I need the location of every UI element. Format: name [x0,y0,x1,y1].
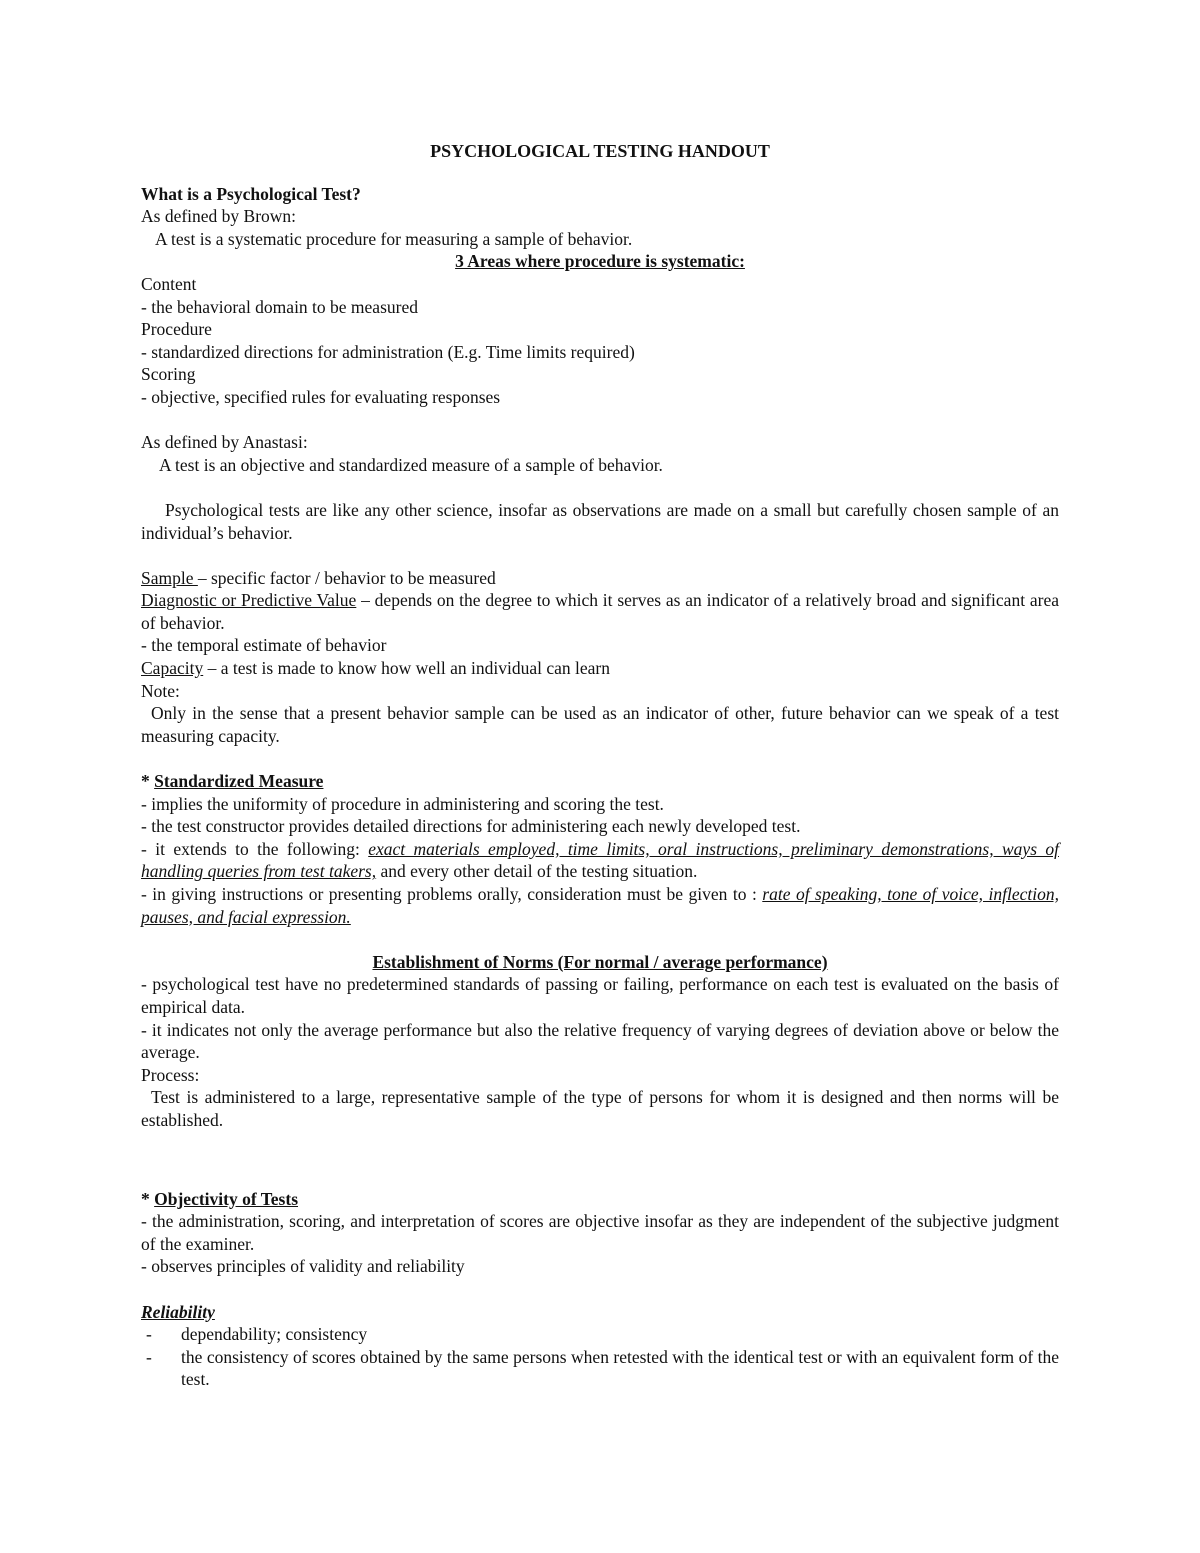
area-name: Content [141,273,197,294]
bullet-star: * [141,1188,155,1209]
reliability-heading: Reliability [141,1301,215,1322]
capacity-definition [141,657,1059,680]
reliability-list [141,1323,1059,1391]
oral-prefix: - in giving instructions or presenting problems orally, consideration must be given to : [141,884,763,904]
standardized-extends [141,838,1059,883]
standardized-line: - implies the uniformity of procedure in administering and scoring the test. [141,793,664,814]
areas-heading: 3 Areas where procedure is systematic: [455,251,745,272]
handout-page [141,140,1059,1391]
process-text: Test is administered to a large, representative sample of the type of persons for whom it is designed and then norms will be established. [141,1087,1059,1130]
temporal-estimate: - the temporal estimate of behavior [141,635,387,656]
area-description: - the behavioral domain to be measured [141,296,418,317]
list-item [141,1323,1059,1346]
oral-emphasis: rate of speaking, tone of voice, inflection, pauses, and facial expression. [141,884,1059,927]
diagnostic-text: – depends on the degree to which it serves as an indicator of a relatively broad and significant area of behavior. [141,590,1059,633]
objectivity-heading [141,1188,1059,1211]
extends-emphasis: exact materials employed, time limits, oral instructions, preliminary demonstrations, ways of handling queries from test takers, [141,838,1059,882]
norms-line: - psychological test have no predetermined standards of passing or failing, performance on each test is evaluated on the basis of empirical data. [141,974,1059,1017]
note-text: Only in the sense that a present behavior sample can be used as an indicator of other, future behavior can we speak of a test measuring capacity. [141,703,1059,746]
capacity-term: Capacity [141,658,204,679]
sample-text: – specific factor / behavior to be measured [197,567,496,588]
sample-term: Sample [141,567,198,588]
objectivity-heading-text: Objectivity of Tests [154,1188,299,1209]
norms-heading: Establishment of Norms (For normal / average performance) [372,951,828,972]
extends-prefix: - it extends to the following: [141,838,369,859]
brown-intro: As defined by Brown: [141,206,297,227]
science-paragraph: Psychological tests are like any other science, insofar as observations are made on a small but carefully chosen sample of an individual’s behavior. [141,499,1059,543]
dash-marker: - [146,1346,152,1367]
process-label: Process: [141,1064,200,1085]
list-item [141,1346,1059,1391]
section-heading-what-is: What is a Psychological Test? [141,183,361,204]
list-item-text: the consistency of scores obtained by the same persons when retested with the identical test or with an equivalent form of the test. [181,1346,1059,1390]
sample-definition [141,567,1059,590]
area-name: Procedure [141,319,212,340]
objectivity-line: - the administration, scoring, and interpretation of scores are objective insofar as they are independent of the subjective judgment of the examiner. [141,1211,1059,1254]
standardized-oral [141,883,1059,928]
area-name: Scoring [141,364,196,385]
norms-line: - it indicates not only the average performance but also the relative frequency of varying degrees of deviation above or below the average. [141,1019,1059,1063]
standardized-line: - the test constructor provides detailed directions for administering each newly developed test. [141,816,801,837]
standardized-heading [141,770,1059,793]
diagnostic-definition [141,589,1059,634]
area-description: - objective, specified rules for evaluating responses [141,386,501,407]
dash-marker: - [146,1324,152,1345]
list-item-text: dependability; consistency [181,1324,368,1345]
capacity-text: – a test is made to know how well an individual can learn [203,658,610,679]
area-description: - standardized directions for administration (E.g. Time limits required) [141,341,635,362]
note-label: Note: [141,680,180,701]
extends-suffix: and every other detail of the testing situation. [376,861,698,882]
objectivity-line: - observes principles of validity and reliability [141,1256,465,1277]
document-title: PSYCHOLOGICAL TESTING HANDOUT [430,141,770,161]
diagnostic-term: Diagnostic or Predictive Value [141,590,357,611]
anastasi-intro: As defined by Anastasi: [141,432,308,453]
bullet-star: * [141,771,155,792]
anastasi-definition: A test is an objective and standardized measure of a sample of behavior. [159,454,663,475]
brown-definition: A test is a systematic procedure for measuring a sample of behavior. [155,228,633,249]
standardized-heading-text: Standardized Measure [154,771,324,792]
